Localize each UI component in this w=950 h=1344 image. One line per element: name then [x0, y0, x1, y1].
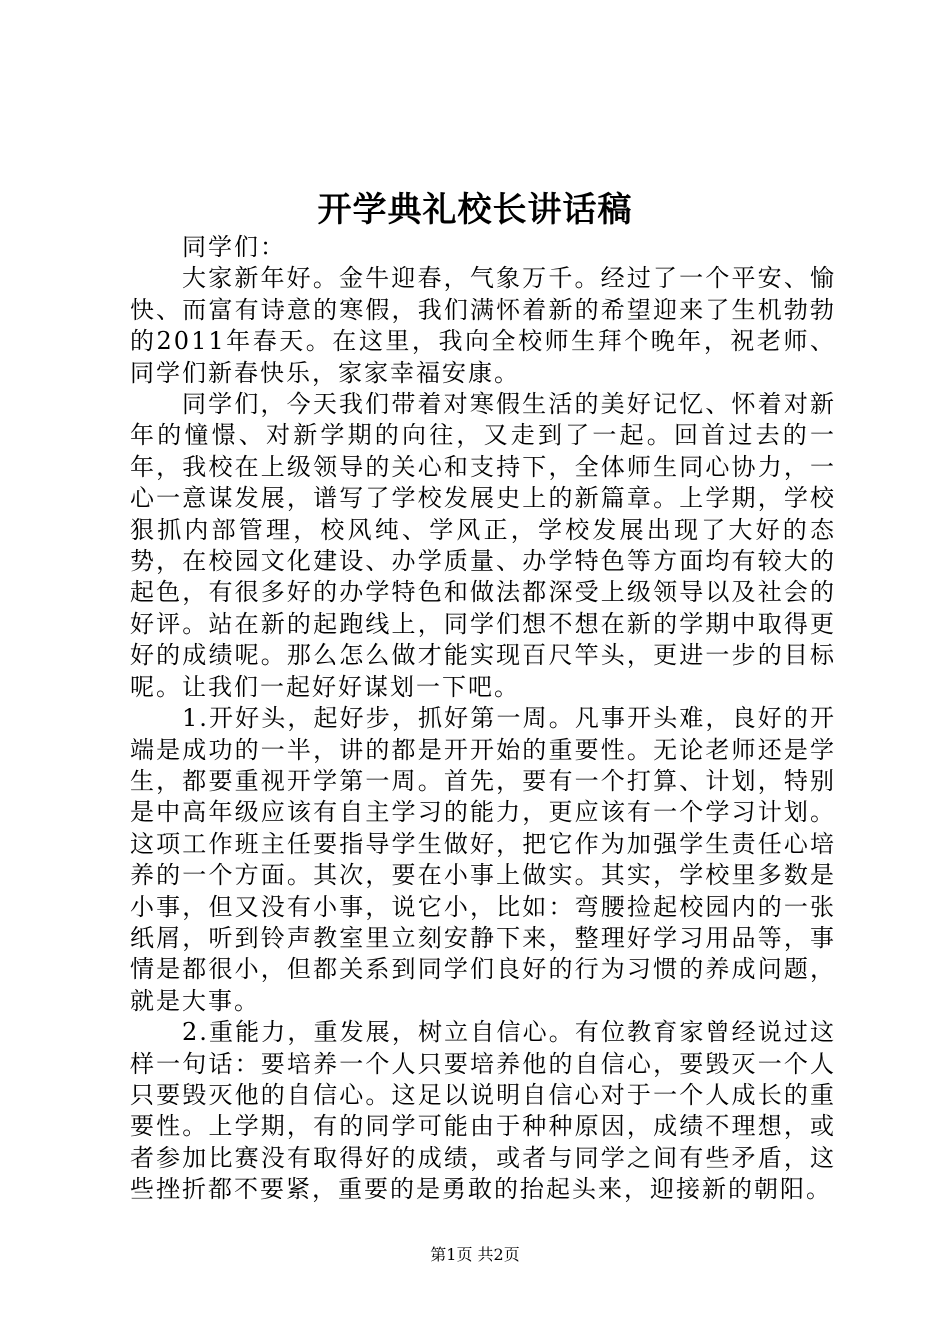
page-number-footer: 第1页 共2页 — [430, 1245, 520, 1264]
body-paragraph: 同学们，今天我们带着对寒假生活的美好记忆、怀着对新年的憧憬、对新学期的向往，又走到了一起。回首过去的一年，我校在上级领导的关心和支持下，全体师生同心协力，一心一意谋发展，谱写了学校发展史上的新篇章。上学期，学校狠抓内部管理，校风纯、学风正，学校发展出现了大好的态势，在校园文化建设、办学质量、办学特色等方面均有较大的起色，有很多好的办学特色和做法都深受上级领导以及社会的好评。站在新的起跑线上，同学们想不想在新的学期中取得更好的成绩呢。那么怎么做才能实现百尺竿头，更进一步的目标呢。让我们一起好好谋划一下吧。 — [130, 390, 836, 701]
salutation-paragraph: 同学们： — [182, 233, 286, 261]
body-paragraph: 大家新年好。金牛迎春，气象万千。经过了一个平安、愉快、而富有诗意的寒假，我们满怀着新的希望迎来了生机勃勃的2011年春天。在这里，我向全校师生拜个晚年，祝老师、同学们新春快乐，家家幸福安康。 — [130, 264, 836, 387]
document-body — [130, 232, 836, 1206]
body-paragraph: 2.重能力，重发展，树立自信心。有位教育家曾经说过这样一句话：要培养一个人只要培养他的自信心，要毁灭一个人只要毁灭他的自信心。这足以说明自信心对于一个人成长的重要性。上学期，有的同学可能由于种种原因，成绩不理想，或者参加比赛没有取得好的成绩，或者与同学之间有些矛盾，这些挫折都不要紧，重要的是勇敢的抬起头来，迎接新的朝阳。 — [130, 1018, 836, 1204]
body-paragraph: 1.开好头，起好步，抓好第一周。凡事开头难，良好的开端是成功的一半，讲的都是开开始的重要性。无论老师还是学生，都要重视开学第一周。首先，要有一个打算、计划，特别是中高年级应该有自主学习的能力，更应该有一个学习计划。这项工作班主任要指导学生做好，把它作为加强学生责任心培养的一个方面。其次，要在小事上做实。其实，学校里多数是小事，但又没有小事，说它小，比如：弯腰捡起校园内的一张纸屑，听到铃声教室里立刻安静下来，整理好学习用品等，事情是都很小，但都关系到同学们良好的行为习惯的养成问题，就是大事。 — [130, 704, 836, 1015]
document-title: 开学典礼校长讲话稿 — [317, 190, 633, 230]
